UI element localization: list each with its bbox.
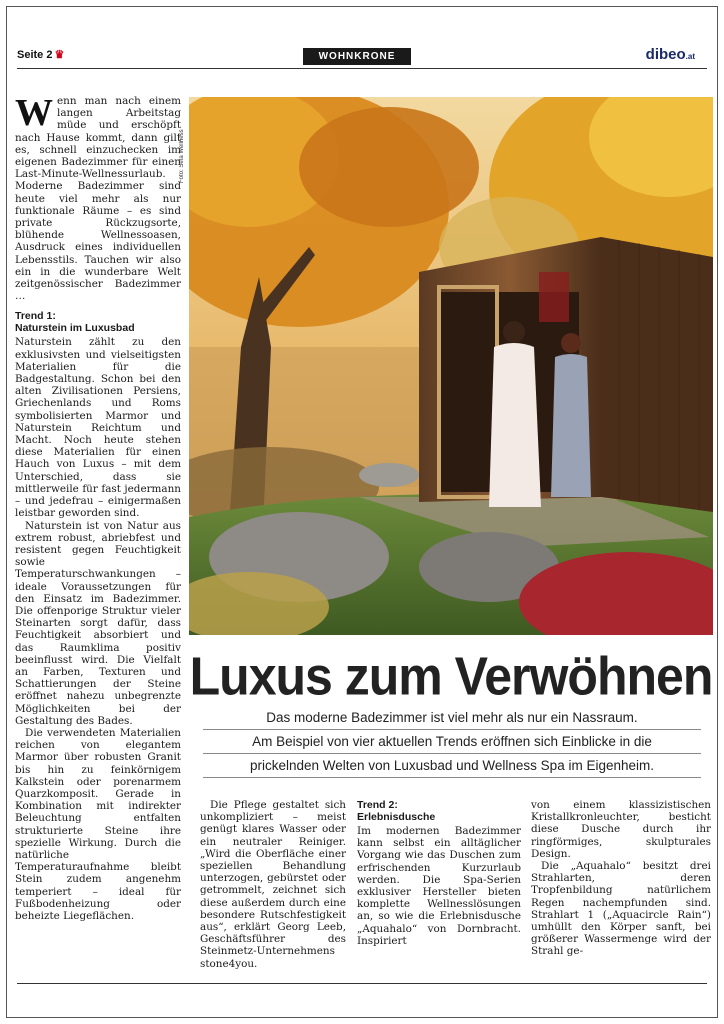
- trend1-paragraph-2: Naturstein ist von Natur aus extrem robust, abriebfest und resistent gegen Feuchtigkeit sowie Temperaturschwankungen – ideale Voraussetzungen für den Einsatz im Badezimmer. Die offenporige Struktur vieler Steinarten sorgt dafür, dass Feuchtigkeit absorbiert und das Raumklima positiv beeinflusst wird. Die Vielfalt an Farben, Texturen und Schattierungen der Steine eröffnet nahezu unbegrenzte Möglichkeiten bei der Gestaltung des Bades.: [15, 519, 181, 727]
- cabin-interior-plants: [539, 272, 569, 322]
- headline: Luxus zum Verwöhnen: [189, 645, 713, 707]
- person-1-robe: [489, 343, 541, 507]
- trend1-paragraph-3: Die verwendeten Materialien reichen von elegantem Marmor über robusten Granit bis hin zu feinkörnigem Kalkstein oder porenarmem Quarzkomposit. Gerade in Kombination mit indirekter Beleuchtung entfalten strukturierte Steine ihre spezielle Wirkung. Durch die natürliche Temperaturaufnahme bleibt Stein zudem angenehm temperiert – ideal für Fußbodenheizung oder beheizte Liegeflächen.: [15, 726, 181, 922]
- lead-text: enn man nach einem langen Arbeitstag müde und erschöpft nach Hause kommt, dann gilt es, schnell einzuchecken im eigenen Badezimmer für einen Last-Minute-Wellnessurlaub. Moderne Badezimmer sind heute viel mehr als nur funktionale Räume – es sind private Rückzugsorte, blühende Wellnessoasen, Ausdruck eines individuellen Lebensstils. Tauchen wir also ein in die wunderbare Welt zeitgenössischer Badezimmer …: [15, 95, 181, 303]
- rock-small: [359, 463, 419, 487]
- photo-illustration: [189, 97, 713, 635]
- column-2: [200, 799, 346, 969]
- newspaper-page: [6, 6, 718, 1018]
- trend1-heading: [15, 310, 181, 334]
- trend1-heading-line2: Naturstein im Luxusbad: [15, 322, 135, 335]
- trend2-heading: [357, 799, 521, 823]
- photo-credit: Foto: Seta Wellness: [179, 129, 185, 183]
- page-number: [17, 48, 64, 61]
- trend2-heading-line1: Trend 2:: [357, 799, 398, 811]
- footer-rule: [17, 983, 707, 984]
- subline-2: Am Beispiel von vier aktuellen Trends eröffnen sich Einblicke in die: [203, 731, 701, 754]
- section-badge: WOHNKRONE: [303, 48, 411, 65]
- subline-1: Das moderne Badezimmer ist viel mehr als nur ein Nassraum.: [203, 707, 701, 730]
- trend1-paragraph-1: Naturstein zählt zu den exklusivsten und vielseitigsten Materialien für die Badgestaltung. Schon bei den alten Zivilisationen Persiens, Griechenlands und Roms symbolisierten Marmor und Naturstein Reichtum und Macht. Noch heute stehen diese Materialien für einen Hauch von Luxus – mit dem Unterschied, dass sie mittlerweile für fast jedermann – und jedefrau – einigermaßen leistbar geworden sind.: [15, 336, 181, 520]
- lead-paragraph: [15, 95, 181, 302]
- col4-paragraph-1: von einem klassizistischen Kristallkronleuchter, besticht diese Dusche durch ihr ringförmiges, skulpturales Design.: [531, 799, 711, 860]
- crown-icon: ♛: [54, 49, 65, 61]
- person-1-head: [503, 321, 525, 343]
- person-2-head: [561, 333, 581, 353]
- col4-paragraph-2: Die „Aquahalo“ besitzt drei Strahlarten, deren Tropfenbildung natürlichem Regen nachempfunden sind. Strahlart 1 („Aquacircle Rain“) umhüllt den Körper sanft, bei größerer Wassermenge wird der Strahl ge-: [531, 860, 711, 958]
- logo-suffix: .at: [685, 52, 695, 61]
- header-rule: [17, 68, 707, 69]
- logo-text: dibeo: [645, 46, 686, 63]
- page-label: Seite 2: [17, 49, 53, 61]
- tree-canopy-mid: [299, 107, 479, 227]
- col2-paragraph: Die Pflege gestaltet sich unkompliziert – meist genügt klares Wasser oder ein neutraler Reiniger. „Wird die Oberfläche einer speziellen Behandlung unterzogen, gebürstet oder getrommelt, zeichnet sich diese außerdem durch eine besondere Rutschfestigkeit aus“, erklärt Georg Leeb, Geschäftsführer des Steinmetz-Unternehmens stone4you.: [200, 799, 346, 969]
- trend1-heading-line1: Trend 1:: [15, 310, 56, 323]
- dibeo-logo: [646, 46, 695, 63]
- column-3: [357, 799, 521, 971]
- drop-cap: W: [15, 95, 53, 134]
- sauna-garden-photo: [189, 97, 713, 635]
- column-4: [531, 799, 711, 971]
- trend2-heading-line2: Erlebnisdusche: [357, 811, 436, 823]
- subline-3: prickelnden Welten von Luxusbad und Wellness Spa im Eigenheim.: [203, 755, 701, 778]
- person-2-robe: [551, 354, 591, 497]
- trend2-paragraph: Im modernen Badezimmer kann selbst ein alltäglicher Vorgang wie das Duschen zum erfrischenden Kurzurlaub werden. Die Spa-Serien exklusiver Hersteller bieten komplette Wellnesslösungen an, so wie die Erlebnisdusche „Aquahalo“ von Dornbracht. Inspiriert: [357, 825, 521, 947]
- column-1: [15, 95, 181, 975]
- cabin-side: [601, 237, 713, 512]
